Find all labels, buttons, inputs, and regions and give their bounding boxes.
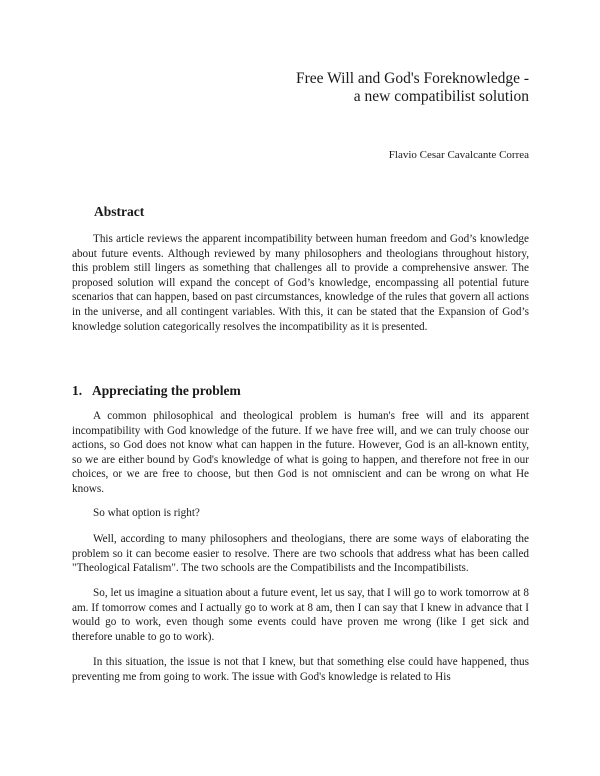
section-title: Appreciating the problem xyxy=(92,383,241,398)
body-paragraph-5: In this situation, the issue is not that I knew, but that something else could have happened, thus preventing me from going to work. The issue with God's knowledge is related to His xyxy=(72,656,529,683)
abstract-heading: Abstract xyxy=(94,204,145,219)
body-paragraph-4: So, let us imagine a situation about a future event, let us say, that I will go to work tomorrow at 8 am. If tomorrow comes and I actually go to work at 8 am, then I can say that I knew in advance that I would go to work, even though some events could have proven me wrong (like I get sick and therefore unable to go to work). xyxy=(72,587,529,643)
title-line-2: a new compatibilist solution xyxy=(353,88,529,105)
paper-title xyxy=(296,70,529,106)
body-paragraph-2: So what option is right? xyxy=(93,507,200,519)
abstract-text: This article reviews the apparent incompatibility between human freedom and God’s knowledge about future events. Although reviewed by many philosophers and theologians throughout history, this problem still lingers as something that challenges all to provide a comprehensive answer. The proposed solution will expand the concept of God’s knowledge, encompassing all potential future scenarios that can happen, based on past circumstances, knowledge of the rules that govern all actions in the universe, and all contingent variables. With this, it can be stated that the Expansion of God’s knowledge solution categorically resolves the incompatibility as it is presented. xyxy=(72,233,529,333)
title-line-1: Free Will and God's Foreknowledge - xyxy=(295,70,529,87)
body-paragraph-1: A common philosophical and theological problem is human's free will and its apparent incompatibility with God knowledge of the future. If we have free will, and we can truly choose our actions, so God does not know what can happen in the future. However, God is an all-known entity, so we are either bound by God's knowledge of what is going to happen, and therefore not free in our choices, or we are free to choose, but then God is not omniscient and can be wrong on what He knows. xyxy=(72,410,529,495)
author-name: Flavio Cesar Cavalcante Correa xyxy=(388,149,529,161)
body-paragraph-3: Well, according to many philosophers and theologians, there are some ways of elaborating the problem so it can become easier to resolve. There are two schools that address what has been called "Theological Fatalism". The two schools are the Compatibilists and the Incompatibilists. xyxy=(72,533,529,575)
section-number: 1. xyxy=(72,383,83,398)
section-heading xyxy=(72,383,241,399)
